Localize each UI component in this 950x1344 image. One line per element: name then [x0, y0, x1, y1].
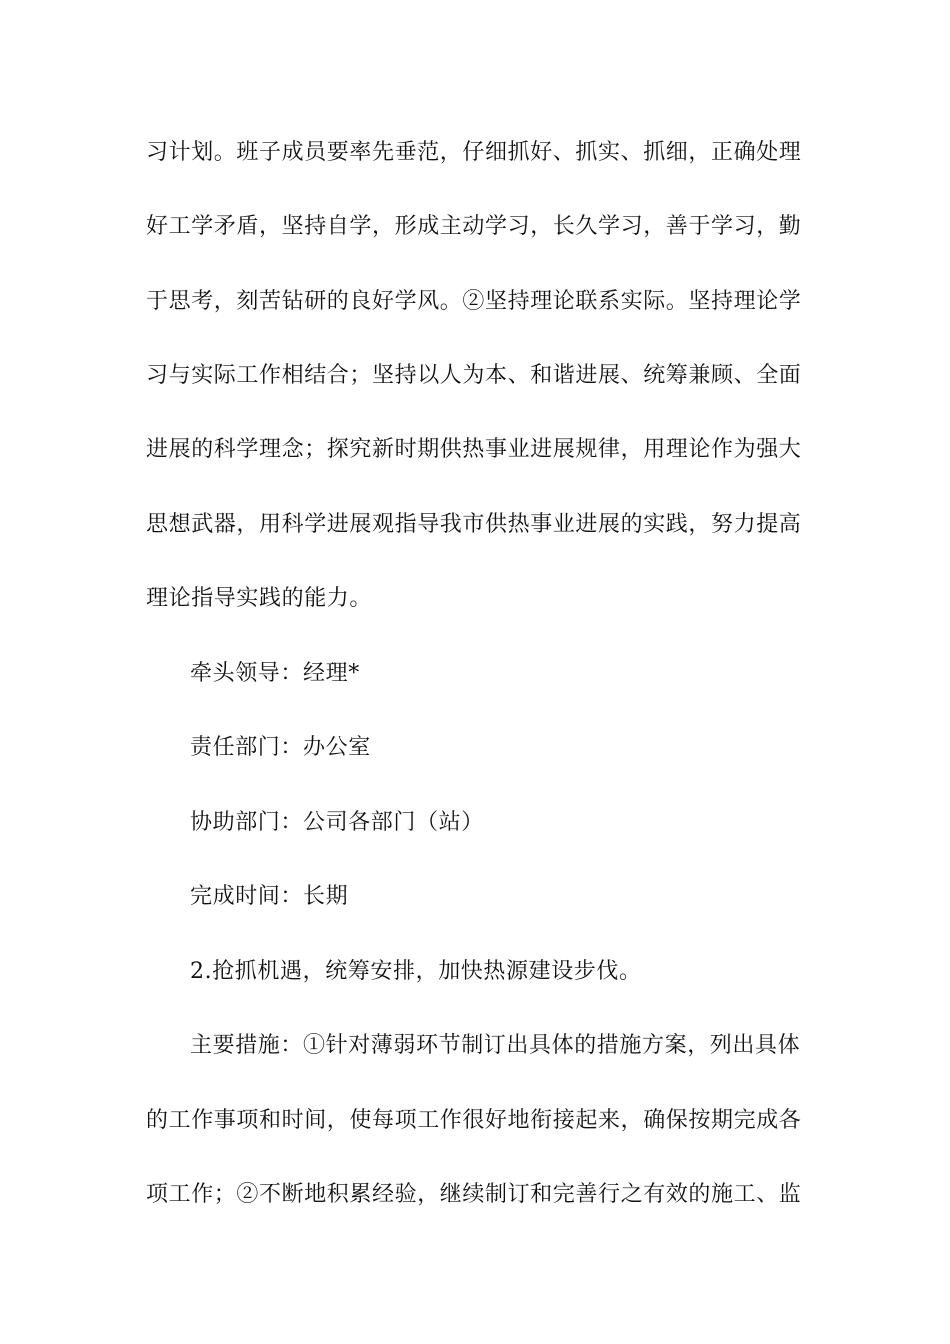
paragraph-line-4: 习与实际工作相结合；坚持以人为本、和谐进展、统筹兼顾、全面 [146, 363, 802, 388]
section-heading-2: 2.抢抓机遇，统筹安排，加快热源建设步伐。 [190, 959, 642, 984]
paragraph-line-1: 习计划。班子成员要率先垂范，仔细抓好、抓实、抓细，正确处理 [146, 140, 802, 165]
lead-leader-line: 牵头领导：经理* [190, 661, 360, 686]
responsible-dept-line: 责任部门：办公室 [190, 735, 371, 760]
measures-line-2: 的工作事项和时间，使每项工作很好地衔接起来，确保按期完成各 [146, 1108, 802, 1133]
completion-time-line: 完成时间：长期 [190, 884, 349, 909]
paragraph-line-7: 理论指导实践的能力。 [146, 586, 373, 611]
assisting-dept-line: 协助部门：公司各部门（站） [190, 810, 484, 835]
measures-line-3: 项工作；②不断地积累经验，继续制订和完善行之有效的施工、监 [146, 1182, 802, 1207]
paragraph-line-2: 好工学矛盾，坚持自学，形成主动学习，长久学习，善于学习，勤 [146, 214, 802, 239]
paragraph-line-6: 思想武器，用科学进展观指导我市供热事业进展的实践，努力提高 [146, 512, 802, 537]
measures-line-1: 主要措施：①针对薄弱环节制订出具体的措施方案，列出具体 [190, 1033, 801, 1058]
paragraph-line-5: 进展的科学理念；探究新时期供热事业进展规律，用理论作为强大 [146, 437, 802, 462]
paragraph-line-3: 于思考，刻苦钻研的良好学风。②坚持理论联系实际。坚持理论学 [146, 289, 802, 314]
